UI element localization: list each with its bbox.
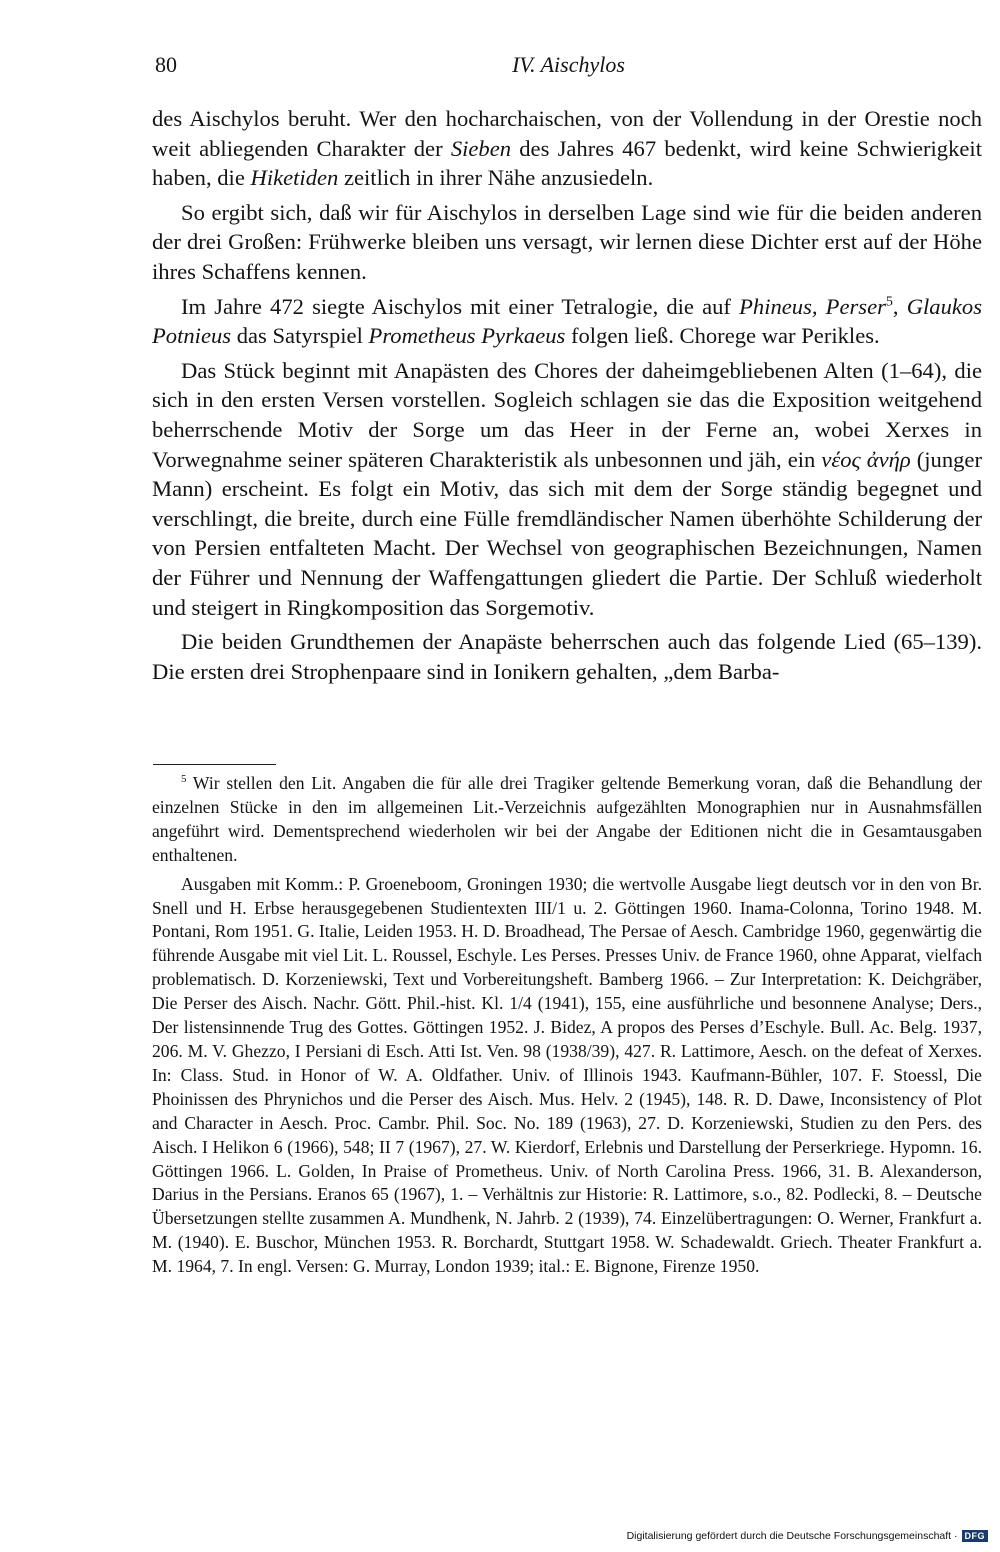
paragraph-2: So ergibt sich, daß wir für Aischylos in derselben Lage sind wie für die beiden anderen der drei Großen: Frühwerke bleiben uns versagt, wir lernen diese Dichter erst auf der Höhe ihres Schaffens kennen. [152, 199, 982, 284]
title-hiketiden: Hiketiden [250, 165, 339, 191]
footnote-5: $^5$ Wir stellen den Lit. Angaben die für alle drei Tragiker geltende Bemerkung voran, daß die Behandlung der einzelnen Stücke in den im allgemeinen Lit.-Verzeichnis aufgezählten Monographien nur in Ausnahmsfällen angeführt wird. Dementsprechend wiederholen wir bei der Angabe der Editionen nicht die in Gesamtausgaben enthaltenen. [152, 773, 982, 865]
paragraph-3: Im Jahre 472 siegte Aischylos mit einer Tetralogie, die auf Phineus, Perser$^5$, Glaukos Potnieus das Satyrspiel Prometheus Pyrkaeus folgen ließ. Chorege war Perikles. [152, 293, 983, 349]
dfg-logo: DFG [962, 1530, 989, 1542]
title-glaukos: Glaukos Potnieus [152, 293, 983, 349]
paragraph-5: Die beiden Grundthemen der Anapäste beherrschen auch das folgende Lied (65–139). Die ersten drei Strophenpaare sind in Ionikern gehalten, „dem Barba- [152, 629, 982, 684]
paragraph-4: Das Stück beginnt mit Anapästen des Chores der daheimgebliebenen Alten (1–64), die sich in den ersten Versen vorstellen. Sogleich schlagen sie das die Exposition weitgehend beherrschende Motiv der Sorge um das Heer in der Ferne an, wobei Xerxes in Vorwegnahme seiner späteren Charakteristik als unbesonnen und jäh, ein νέος ἀνήρ (junger Mann) erscheint. Es folgt ein Motiv, das sich mit dem der Sorge ständig begegnet und verschlingt, die breite, durch eine Fülle fremdländischer Namen überhöhte Schilderung der von Persien entfalteten Macht. Der Wechsel von geographischen Bezeichnungen, Namen der Führer und Nennung der Waffengattungen gliedert die Partie. Der Schluß wiederholt und steigert in Ringkomposition das Sorgemotiv. [152, 357, 982, 620]
main-text [152, 104, 982, 691]
credit-text: Digitalisierung gefördert durch die Deutsche Forschungsgemeinschaft · [626, 1530, 958, 1542]
footnotes [152, 772, 982, 1284]
paragraph-1: des Aischylos beruht. Wer den hocharchaischen, von der Vollendung in der Orestie noch weit abliegenden Charakter der Sieben des Jahres 467 bedenkt, wird keine Schwierigkeit haben, die Hiketiden zeitlich in ihrer Nähe anzusiedeln. [152, 106, 982, 191]
footnote-bibliography: Ausgaben mit Komm.: P. Groeneboom, Groningen 1930; die wertvolle Ausgabe liegt deutsch vor in den von Br. Snell und H. Erbse herausgegebenen Studientexten III/1 u. 2. Göttingen 1960. Inama-Colonna, Torino 1948. M. Pontani, Rom 1951. G. Italie, Leiden 1953. H. D. Broadhead, The Persae of Aesch. Cambridge 1960, gegenwärtig die führende Ausgabe mit viel Lit. L. Roussel, Eschyle. Les Perses. Presses Univ. de France 1960, ohne Apparat, vielfach problematisch. D. Korzeniewski, Text und Vorbereitungsheft. Bamberg 1966. – Zur Interpretation: K. Deichgräber, Die Perser des Aisch. Nachr. Gött. Phil.-hist. Kl. 1/4 (1941), 155, eine ausführliche und besonnene Analyse; Ders., Der listensinnende Trug des Gottes. Göttingen 1952. J. Bidez, A propos des Perses d’Eschyle. Bull. Ac. Belg. 1937, 206. M. V. Ghezzo, I Persiani di Esch. Atti Ist. Ven. 98 (1938/39), 427. R. Lattimore, Aesch. on the defeat of Xerxes. In: Class. Stud. in Honor of W. A. Oldfather. Univ. of Illinois 1943. Kaufmann-Bühler, 107. F. Stoessl, Die Phoinissen des Phrynichos und die Perser des Aisch. Mus. Helv. 2 (1945), 148. R. D. Dawe, Inconsistency of Plot and Character in Aesch. Proc. Cambr. Phil. Soc. No. 189 (1963), 27. D. Korzeniewski, Studien zu den Pers. des Aisch. I Helikon 6 (1966), 548; II 7 (1967), 27. W. Kierdorf, Erlebnis und Darstellung der Perserkriege. Hypomn. 16. Göttingen 1966. L. Golden, In Praise of Prometheus. Univ. of North Carolina Press. 1966, 31. B. Alexanderson, Darius in the Persians. Eranos 65 (1967), 1. – Verhältnis zur Historie: R. Lattimore, s.o., 82. Podlecki, 8. – Deutsche Übersetzungen stellte zusammen A. Mundhenk, N. Jahrb. 2 (1939), 74. Einzelübertragungen: O. Werner, Frankfurt a. M. (1940). E. Buschor, München 1953. R. Borchardt, Stuttgart 1958. W. Schadewaldt. Griech. Theater Frankfurt a. M. 1964, 7. In engl. Versen: G. Murray, London 1939; ital.: E. Bignone, Firenze 1950. [152, 873, 982, 1277]
footnote-marker: 5 [181, 773, 187, 786]
title-sieben: Sieben [450, 135, 512, 161]
title-phineus-perser: Phineus, Perser [739, 293, 886, 319]
footnote-reference[interactable]: 5 [885, 294, 893, 310]
footnote-separator [153, 764, 276, 765]
title-prometheus: Prometheus Pyrkaeus [368, 323, 566, 349]
page-number: 80 [155, 52, 177, 77]
greek-phrase: νέος ἀνήρ [821, 446, 911, 472]
digitization-credit [627, 1530, 988, 1542]
page-header [155, 50, 982, 90]
running-head: IV. Aischylos [512, 52, 625, 77]
